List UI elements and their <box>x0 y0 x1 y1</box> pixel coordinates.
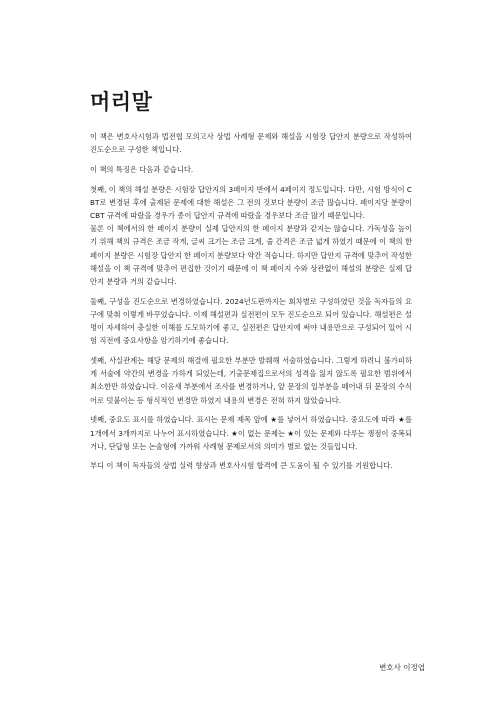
paragraph-fourth: 넷째, 중요도 표시를 하였습니다. 표시는 문제 제목 앞에 ★를 넣어서 하였습니다. 중요도에 따라 ★를 1개에서 3개까지로 나누어 표시하였습니다. ★이 없는 문제는 ★이 있는 문제와 다루는 쟁점이 중복되거나, 단답형 또는 논술형에 가까워 사례형 문제로서의 의미가 별로 없는 것들입니다. <box>90 415 412 451</box>
page-title: 머리말 <box>90 90 153 114</box>
paragraph-intro: 이 책은 변호사시험과 법전협 모의고사 상법 사례형 문제와 해설을 시험장 답안지 분량으로 작성하여 진도순으로 구성한 책입니다. <box>90 132 412 155</box>
preface-body <box>90 130 412 479</box>
paragraph-first: 첫째, 이 책의 해설 분량은 시험장 답안지의 3페이지 반에서 4페이지 정도입니다. 다만, 시험 방식이 CBT로 변경된 후에 출제된 문제에 대한 해설은 그 전의 것보다 분량이 조금 많습니다. 페이지당 분량이 CBT 규격에 따랐을 경우가 종이 답안지 규격에 따랐을 경우보다 조금 많기 때문입니다. 물론 이 책에서의 한 페이지 분량이 실제 답안지의 한 페이지 분량과 같지는 않습니다. 가독성을 높이기 위해 책의 규격은 조금 작게, 글씨 크기는 조금 크게, 줄 간격은 조금 넓게 하였기 때문에 이 책의 한 페이지 분량은 시험장 답안지 한 페이지 분량보다 약간 적습니다. 하지만 답안지 규격에 맞추어 작성한 해설을 이 책 규격에 맞추어 편집한 것이기 때문에 이 책 페이지 수와 상관없이 해설의 분량은 실제 답안지 분량과 거의 같습니다. <box>90 184 412 287</box>
author-signature: 변호사 이정엽 <box>379 663 425 672</box>
paragraph-closing: 부디 이 책이 독자들의 상법 실력 향상과 변호사시험 합격에 큰 도움이 될 수 있기를 기원합니다. <box>90 461 393 471</box>
paragraph-features-lead: 이 책의 특징은 다음과 같습니다. <box>90 164 194 174</box>
paragraph-second: 둘째, 구성을 진도순으로 변경하였습니다. 2024년도판까지는 회차별로 구성하였던 것을 독자들의 요구에 맞춰 이렇게 바꾸었습니다. 이제 해설편과 실전편이 모두 진도순으로 되어 있습니다. 해설편은 설명이 자세하여 충실한 이해를 도모하기에 좋고, 실전편은 답안지에 써야 내용만으로 구성되어 있어 시험 직전에 중요사항을 암기하기에 좋습니다. <box>90 296 412 346</box>
paragraph-third: 셋째, 사실관계는 해당 문제의 해결에 필요한 부분만 발췌해 서술하였습니다. 그렇게 하려니 불가피하게 서술에 약간의 변경을 가하게 되었는데, 기출문제집으로서의 성격을 잃지 않도록 필요한 범위에서 최소한만 하였습니다. 이음새 부분에서 조사를 변경하거나, 앞 문장의 일부분을 떼어내 뒤 문장의 수식어로 덧붙이는 등 형식적인 변경만 하였지 내용의 변경은 전혀 하지 않았습니다. <box>90 356 412 405</box>
